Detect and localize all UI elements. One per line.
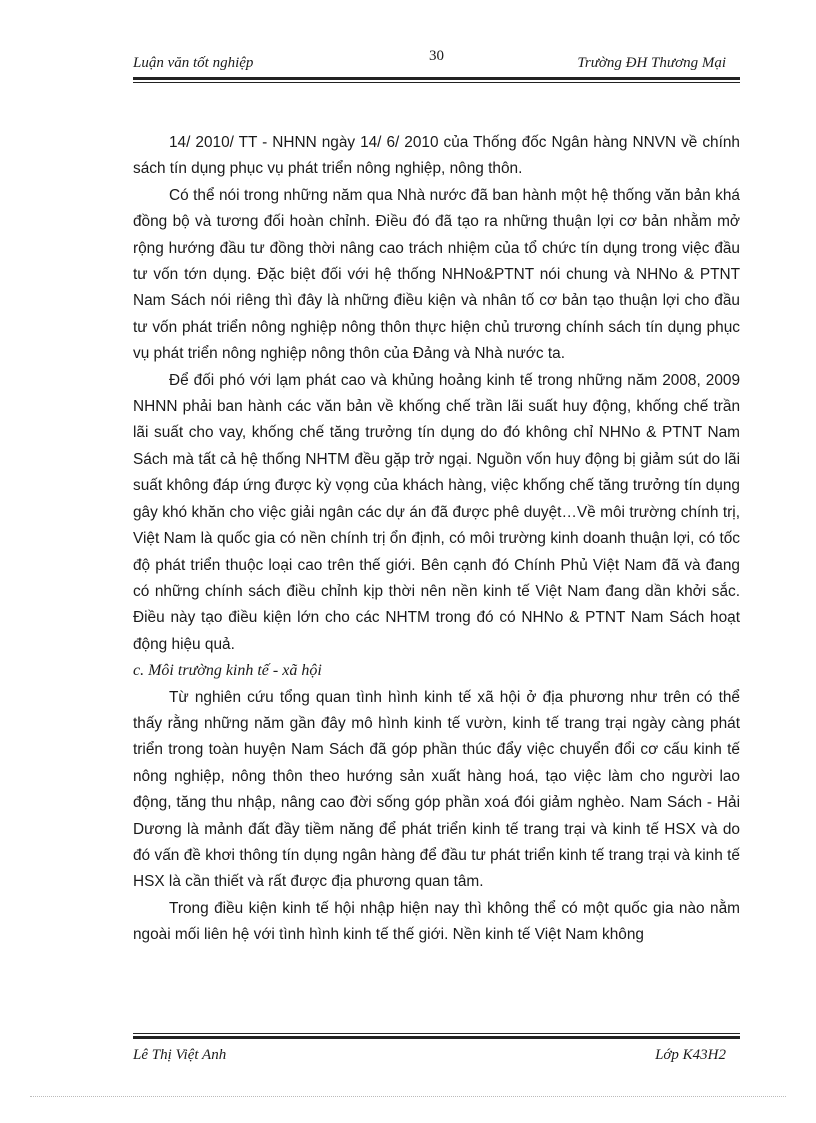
paragraph: Trong điều kiện kinh tế hội nhập hiện nay thì không thể có một quốc gia nào nằm ngoài mối liên hệ với tình hình kinh tế thế giới. Nền kinh tế Việt Nam không (133, 899, 740, 944)
page-edge-divider (30, 1096, 786, 1097)
footer-rule (133, 1033, 740, 1039)
paragraph: Để đối phó với lạm phát cao và khủng hoảng kinh tế trong những năm 2008, 2009 NHNN phải ban hành các văn bản về khống chế trần lãi suất huy động, khống chế trần lãi suất cho vay, khống chế tăng trưởng tín dụng do đó không chỉ NHNo & PTNT Nam Sách mà tất cả hệ thống NHTM đều gặp trở ngại. Nguồn vốn huy động bị giảm sút do lãi suất không đáp ứng được kỳ vọng của khách hàng, việc khống chế tăng trưởng tín dụng gây khó khăn cho việc giải ngân các dự án đã được phê duyệt…Về môi trường chính trị, Việt Nam là quốc gia có nền chính trị ổn định, có môi trường kinh doanh thuận lợi, có tốc độ phát triển thuộc loại cao trên thế giới. Bên cạnh đó Chính Phủ Việt Nam đã và đang có những chính sách điều chỉnh kịp thời nên nền kinh tế Việt Nam đang dần khởi sắc. Điều này tạo điều kiện lớn cho các NHTM trong đó có NHNo & PTNT Nam Sách hoạt động hiệu quả. (133, 371, 740, 653)
paragraph: 14/ 2010/ TT - NHNN ngày 14/ 6/ 2010 của Thống đốc Ngân hàng NNVN về chính sách tín dụng phục vụ phát triển nông nghiệp, nông thôn. (133, 134, 740, 178)
section-subheading: c. Môi trường kinh tế - xã hội (133, 662, 322, 680)
header-thesis-label: Luận văn tốt nghiệp (133, 55, 254, 71)
paragraph: Có thể nói trong những năm qua Nhà nước đã ban hành một hệ thống văn bản khá đồng bộ và tương đối hoàn chỉnh. Điều đó đã tạo ra những thuận lợi cơ bản nhằm mở rộng hướng đầu tư đồng thời nâng cao trách nhiệm của tổ chức tín dụng trong việc đầu tư vốn tớn dụng. Đặc biệt đối với hệ thống NHNo&PTNT nói chung và NHNo & PTNT Nam Sách nói riêng thì đây là những điều kiện và nhân tố cơ bản tạo thuận lợi cho đầu tư vốn phát triển nông nghiệp nông thôn thực hiện chủ trương chính sách tín dụng phục vụ phát triển nông nghiệp nông thôn của Đảng và Nhà nước ta. (133, 186, 740, 363)
footer-class: Lớp K43H2 (655, 1047, 726, 1063)
header-rule (133, 77, 740, 83)
body-text (133, 130, 740, 949)
header-university: Trường ĐH Thương Mại (577, 55, 726, 71)
page-number: 30 (429, 48, 444, 64)
page-header (133, 48, 740, 78)
paragraph: Từ nghiên cứu tổng quan tình hình kinh tế xã hội ở địa phương như trên có thể thấy rằng những năm gần đây mô hình kinh tế vườn, kinh tế trang trại ngày càng phát triển trong toàn huyện Nam Sách đã góp phần thúc đẩy việc chuyển đổi cơ cấu kinh tế nông nghiệp, nông thôn theo hướng sản xuất hàng hoá, tạo việc làm cho người lao động, tăng thu nhập, nâng cao đời sống góp phần xoá đói giảm nghèo. Nam Sách - Hải Dương là mảnh đất đầy tiềm năng để phát triển kinh tế trang trại và kinh tế HSX và do đó vấn đề khơi thông tín dụng ngân hàng để đầu tư phát triển kinh tế trang trại và kinh tế HSX là cần thiết và rất được địa phương quan tâm. (133, 688, 740, 891)
footer-author: Lê Thị Việt Anh (133, 1047, 227, 1063)
page-footer (133, 1047, 740, 1069)
